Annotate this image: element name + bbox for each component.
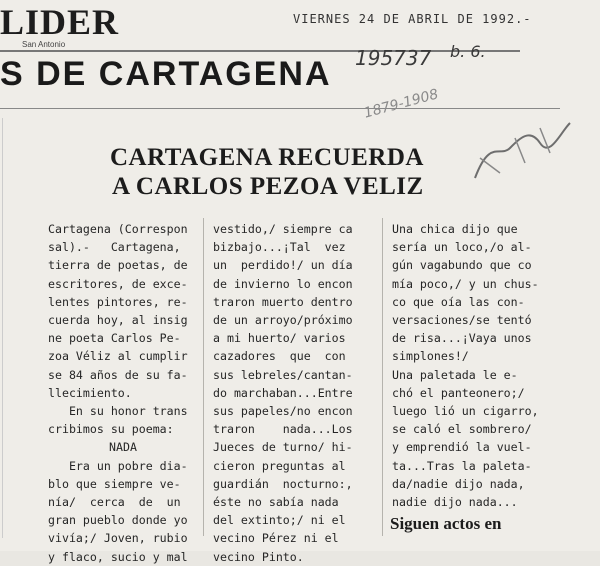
- article-text-line: sería un loco,/o al-: [392, 240, 532, 255]
- article-text-line: blo que siempre ve-: [48, 476, 181, 491]
- article-text-line: traron muerto dentro: [213, 294, 353, 309]
- article-text-line: zoa Véliz al cumplir: [48, 349, 188, 364]
- article-text-line: cuerda hoy, al insig: [48, 313, 188, 328]
- newspaper-logo: LIDER: [0, 2, 120, 42]
- article-text-line: Jueces de turno/ hi-: [213, 440, 353, 455]
- handwritten-ref-number: 195737: [355, 46, 432, 70]
- article-text-line: vecino Pinto.: [213, 549, 304, 564]
- article-text-line: escritores, de exce-: [48, 276, 188, 291]
- article-text-line: llecimiento.: [48, 385, 132, 400]
- article-text-line: traron nada...Los: [213, 422, 353, 437]
- article-headline: [110, 143, 450, 201]
- article-text-line: Cartagena (Correspon: [48, 222, 188, 236]
- article-text-line: simplones!/: [392, 349, 469, 364]
- article-text-line: chó el panteonero;/: [392, 385, 525, 400]
- article-text-line: vestido,/ siempre ca: [213, 222, 353, 236]
- article-text-line: do marchaban...Entre: [213, 385, 353, 400]
- article-text-line: En su honor trans: [48, 404, 188, 419]
- article-text-line: Una chica dijo que: [392, 222, 518, 236]
- article-text-line: a mi huerto/ varios: [213, 331, 346, 346]
- article-text-line: se caló el sombrero/: [392, 422, 532, 437]
- article-text-line: versaciones/se tentó: [392, 313, 532, 328]
- article-text-line: ne poeta Carlos Pe-: [48, 331, 181, 346]
- article-text-line: gún vagabundo que co: [392, 258, 532, 273]
- article-text-line: y emprendió la vuel-: [392, 440, 532, 455]
- column-divider: [382, 218, 383, 536]
- article-text-line: de risa...¡Vaya unos: [392, 331, 532, 346]
- article-text-line: bizbajo...¡Tal vez: [213, 240, 346, 255]
- article-column-3: [392, 220, 539, 511]
- article-column-1: [48, 220, 198, 566]
- article-text-line: de invierno lo encon: [213, 276, 353, 291]
- article-text-line: Era un pobre dia-: [48, 458, 188, 473]
- article-column-2: [213, 220, 353, 566]
- article-text-line: guardián nocturno:,: [213, 476, 353, 491]
- article-text-line: cieron preguntas al: [213, 458, 346, 473]
- article-text-line: lentes pintores, re-: [48, 294, 188, 309]
- handwritten-dates: 1879-1908: [362, 86, 441, 122]
- article-text-line: se 84 años de su fa-: [48, 367, 188, 382]
- handwritten-ref-note: b. 6.: [450, 42, 486, 61]
- article-text-line: vecino Pérez ni el: [213, 531, 339, 546]
- column-divider: [203, 218, 204, 536]
- article-text-line: vivía;/ Joven, rubio: [48, 531, 188, 546]
- article-text-line: luego lió un cigarro,: [392, 404, 539, 419]
- article-text-line: da/nadie dijo nada,: [392, 476, 525, 491]
- article-text-line: nía/ cerca de un: [48, 495, 181, 510]
- dateline: VIERNES 24 DE ABRIL DE 1992.-: [293, 12, 532, 26]
- section-title: S DE CARTAGENA: [0, 55, 332, 93]
- article-text-line: NADA: [109, 440, 137, 455]
- article-text-line: tierra de poetas, de: [48, 258, 188, 273]
- newspaper-logo-subtitle: San Antonio: [22, 40, 66, 49]
- article-text-line: sus papeles/no encon: [213, 404, 353, 419]
- article-text-line: co que oía las con-: [392, 294, 525, 309]
- article-text-line: cribimos su poema:: [48, 422, 174, 437]
- article-text-line: gran pueblo donde yo: [48, 513, 188, 528]
- article-text-line: de un arroyo/próximo: [213, 313, 353, 328]
- article-text-line: sus lebreles/cantan-: [213, 367, 353, 382]
- next-article-subhead: Siguen actos en: [390, 514, 502, 533]
- article-text-line: y flaco, sucio y mal: [48, 549, 188, 564]
- article-text-line: mía poco,/ y un chus-: [392, 276, 539, 291]
- article-text-line: nadie dijo nada...: [392, 495, 518, 510]
- article-text-line: ta...Tras la paleta-: [392, 458, 532, 473]
- section-rule: [0, 108, 560, 109]
- article-text-line: éste no sabía nada: [213, 495, 339, 510]
- left-edge-rule: [2, 118, 3, 538]
- article-text-line: Una paletada le e-: [392, 367, 518, 382]
- handwritten-scribble: [470, 118, 580, 190]
- article-text-line: un perdido!/ un día: [213, 258, 353, 273]
- headline-line-1: CARTAGENA RECUERDA: [110, 144, 424, 171]
- headline-line-2: A CARLOS PEZOA VELIZ: [112, 173, 424, 200]
- article-text-line: sal).- Cartagena,: [48, 240, 181, 255]
- article-text-line: del extinto;/ ni el: [213, 513, 346, 528]
- article-text-line: cazadores que con: [213, 349, 346, 364]
